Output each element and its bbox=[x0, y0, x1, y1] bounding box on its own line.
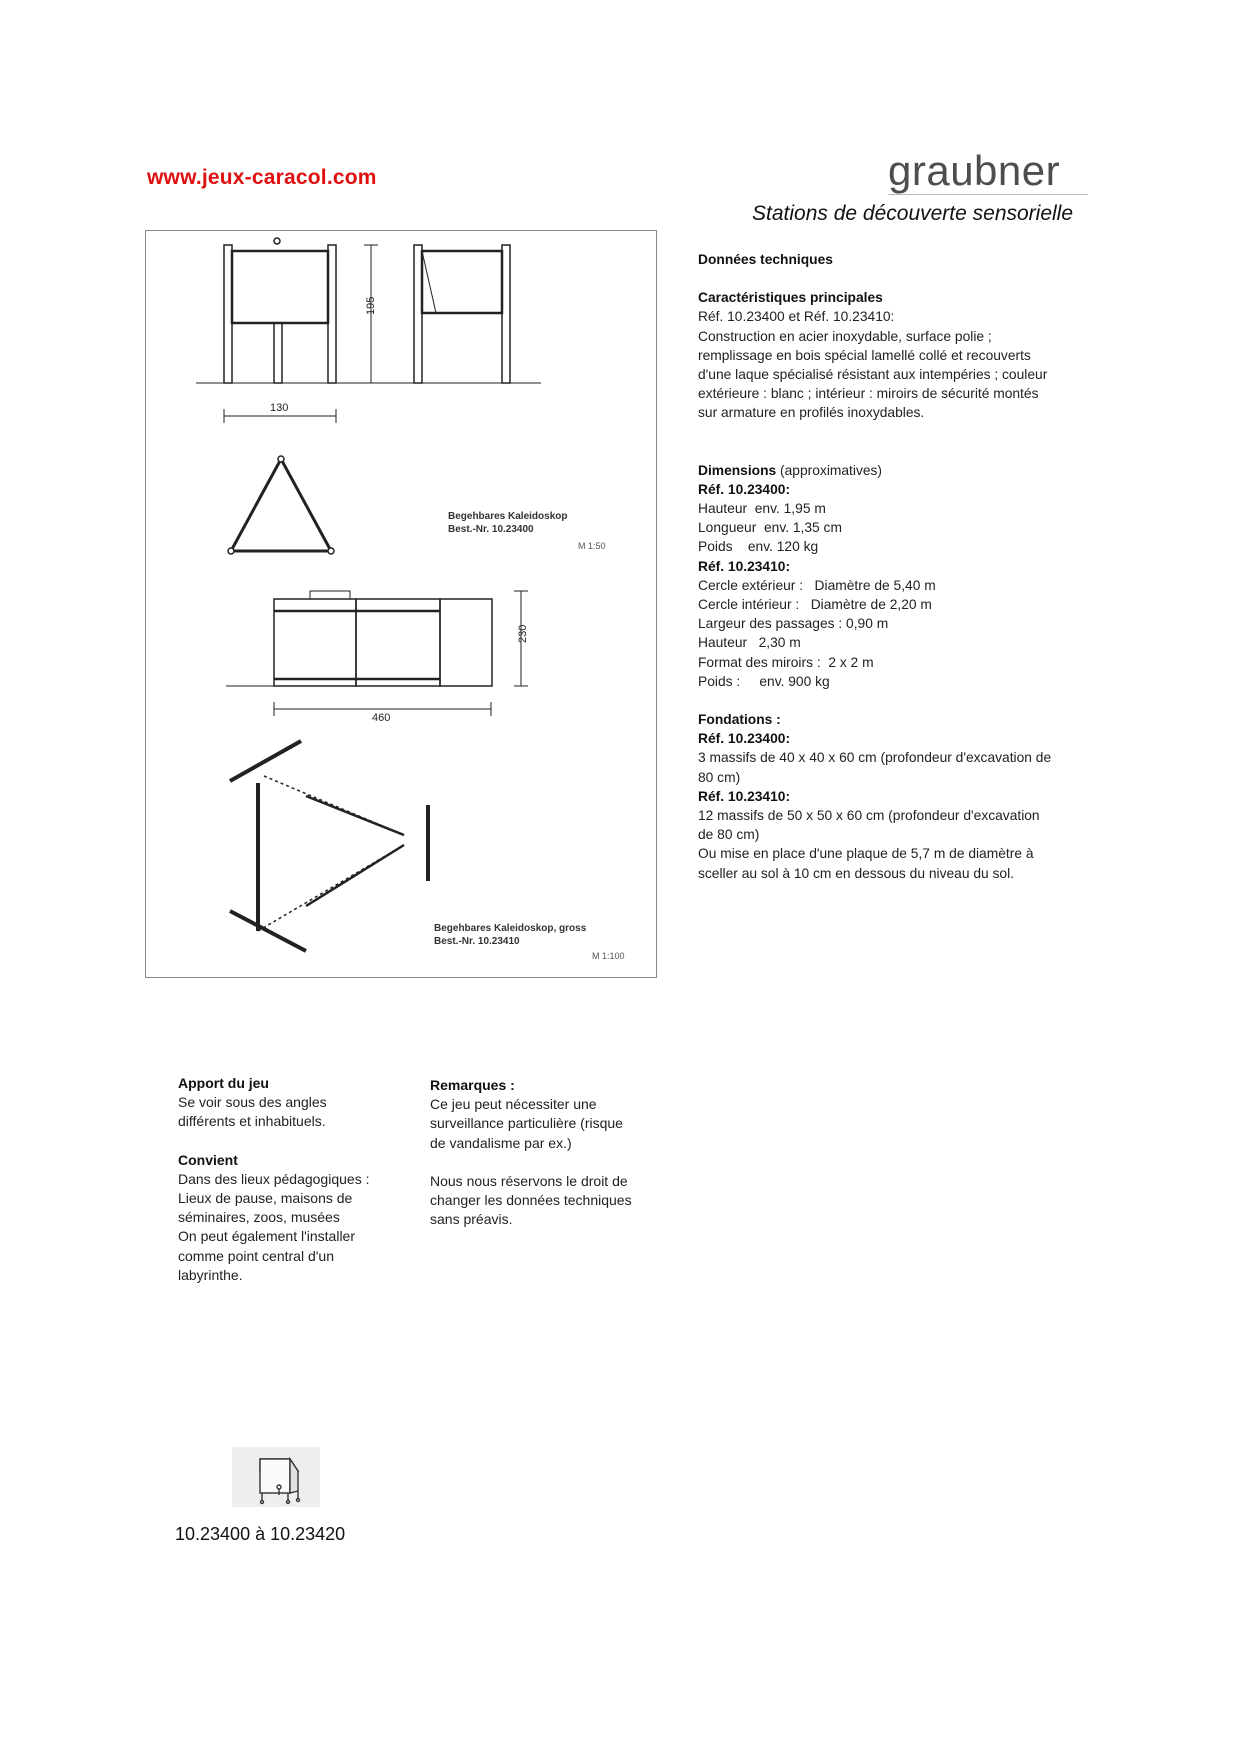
dimension-line: Hauteur 2,30 m bbox=[698, 635, 801, 651]
remarques-line: sans préavis. bbox=[430, 1211, 513, 1228]
remarques-heading: Remarques : bbox=[430, 1077, 515, 1093]
dimension-line: Longueur env. 1,35 cm bbox=[698, 520, 842, 536]
page-subtitle: Stations de découverte sensorielle bbox=[752, 202, 1074, 225]
small-scale: M 1:50 bbox=[578, 541, 606, 551]
dimensions-heading-row bbox=[698, 461, 1098, 480]
product-range-caption: 10.23400 à 10.23420 bbox=[175, 1524, 346, 1544]
dim-width-large: 460 bbox=[372, 712, 391, 724]
dimensions-ref-a: Réf. 10.23400: bbox=[698, 481, 791, 497]
website-link[interactable]: www.jeux-caracol.com bbox=[147, 166, 377, 189]
convient-line: séminaires, zoos, musées bbox=[178, 1209, 340, 1226]
main-features-line: Construction en acier inoxydable, surface polie ; bbox=[698, 328, 992, 344]
dimension-line: Largeur des passages : 0,90 m bbox=[698, 616, 889, 632]
convient-line: Lieux de pause, maisons de bbox=[178, 1190, 353, 1207]
main-features-line: extérieure : blanc ; intérieur : miroirs de sécurité montés bbox=[698, 386, 1039, 402]
small-model-number: Best.-Nr. 10.23400 bbox=[448, 524, 534, 535]
dimension-line: Poids env. 120 kg bbox=[698, 539, 819, 555]
main-features-line: d'une laque spécialisé résistant aux intempéries ; couleur bbox=[698, 367, 1048, 383]
dimensions-ref-b: Réf. 10.23410: bbox=[698, 558, 791, 574]
foundation-line: de 80 cm) bbox=[698, 827, 760, 843]
remarques-line: changer les données techniques bbox=[430, 1192, 632, 1209]
dimensions-heading: Dimensions bbox=[698, 462, 777, 478]
small-front-view bbox=[196, 238, 426, 383]
small-plan-triangle bbox=[231, 459, 331, 551]
brand-logo bbox=[888, 147, 1088, 194]
large-plan bbox=[230, 741, 428, 951]
large-scale: M 1:100 bbox=[592, 951, 625, 961]
technical-specs bbox=[698, 250, 1098, 883]
thumbnail-svg bbox=[232, 1447, 320, 1507]
small-model-label: Begehbares Kaleidoskop bbox=[448, 511, 568, 522]
remarques-line: surveillance particulière (risque bbox=[430, 1115, 623, 1132]
remarques-line: de vandalisme par ex.) bbox=[430, 1134, 572, 1151]
convient-line: comme point central d'un bbox=[178, 1247, 334, 1264]
convient-line: On peut également l'installer bbox=[178, 1228, 355, 1245]
convient-line: labyrinthe. bbox=[178, 1266, 243, 1283]
brand-name: graubner bbox=[888, 147, 1061, 194]
foundation-line: 3 massifs de 40 x 40 x 60 cm (profondeur d'excavation de bbox=[698, 750, 1052, 766]
foundation-line: 80 cm) bbox=[698, 769, 741, 785]
product-thumbnail bbox=[232, 1447, 320, 1507]
foundation-line: Ou mise en place d'une plaque de 5,7 m de diamètre à bbox=[698, 846, 1034, 862]
main-features-line: remplissage en bois spécial lamellé collé et recouverts bbox=[698, 347, 1031, 363]
technical-drawing bbox=[145, 230, 657, 978]
large-model-number: Best.-Nr. 10.23410 bbox=[434, 936, 520, 947]
foundations-ref-a: Réf. 10.23400: bbox=[698, 731, 791, 747]
benefits-column bbox=[178, 1074, 398, 1285]
foundations-heading: Fondations : bbox=[698, 712, 781, 728]
main-features-heading: Caractéristiques principales bbox=[698, 290, 883, 306]
foundation-line: sceller au sol à 10 cm en dessous du niveau du sol. bbox=[698, 865, 1014, 881]
specs-title: Données techniques bbox=[698, 252, 833, 267]
dimension-line: Hauteur env. 1,95 m bbox=[698, 501, 826, 517]
logo-underline bbox=[888, 194, 1088, 195]
dimensions-note: (approximatives) bbox=[776, 462, 883, 478]
dim-height-large: 230 bbox=[517, 624, 529, 643]
dimension-line: Cercle intérieur : Diamètre de 2,20 m bbox=[698, 597, 932, 613]
convient-heading: Convient bbox=[178, 1151, 238, 1168]
remarks-column bbox=[430, 1076, 660, 1229]
large-model-label: Begehbares Kaleidoskop, gross bbox=[434, 923, 587, 934]
apport-line: Se voir sous des angles bbox=[178, 1094, 327, 1111]
dim-width-small: 130 bbox=[270, 402, 289, 414]
remarques-line: Nous nous réservons le droit de bbox=[430, 1172, 628, 1189]
dimension-line: Format des miroirs : 2 x 2 m bbox=[698, 654, 874, 670]
main-features-refs: Réf. 10.23400 et Réf. 10.23410: bbox=[698, 309, 895, 325]
apport-line: différents et inhabituels. bbox=[178, 1113, 326, 1130]
dim-height-small: 195 bbox=[365, 296, 377, 315]
remarques-line: Ce jeu peut nécessiter une bbox=[430, 1096, 597, 1113]
large-front-view bbox=[226, 591, 492, 686]
drawing-svg bbox=[146, 231, 656, 977]
dimension-line: Poids : env. 900 kg bbox=[698, 673, 830, 689]
convient-line: Dans des lieux pédagogiques : bbox=[178, 1170, 370, 1187]
foundation-line: 12 massifs de 50 x 50 x 60 cm (profondeur d'excavation bbox=[698, 808, 1040, 824]
foundations-ref-b: Réf. 10.23410: bbox=[698, 788, 791, 804]
main-features-line: sur armature en profilés inoxydables. bbox=[698, 405, 925, 421]
apport-heading: Apport du jeu bbox=[178, 1075, 269, 1091]
dimension-line: Cercle extérieur : Diamètre de 5,40 m bbox=[698, 577, 936, 593]
small-side-view bbox=[386, 245, 541, 383]
